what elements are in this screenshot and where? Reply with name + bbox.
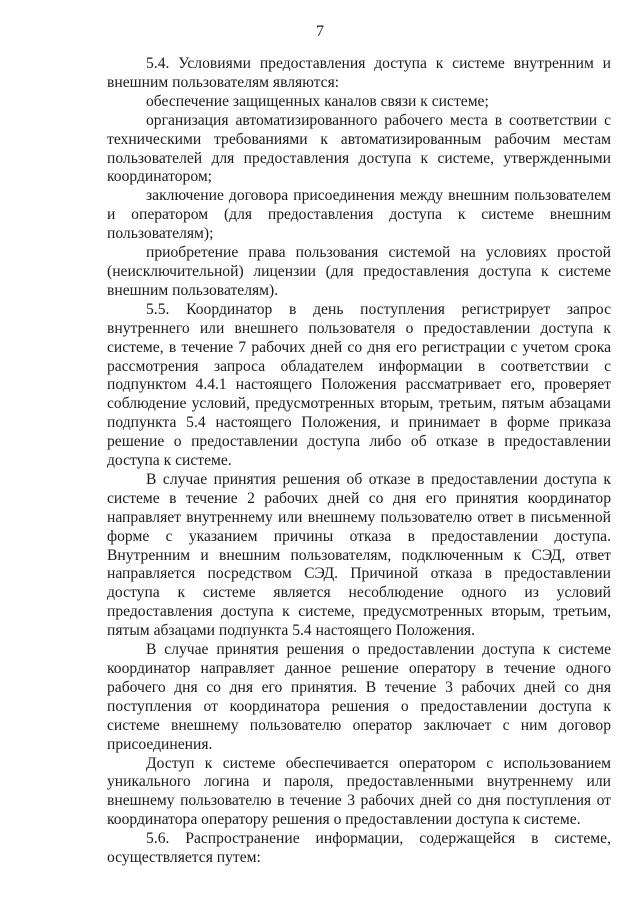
document-body [107,55,611,868]
page-number: 7 [316,23,324,40]
paragraph-approval: В случае принятия решения о предоставлении доступа к системе координатор направляет данное решение оператору в течение одного рабочего дня со дня его принятия. В течение 3 рабочих дней со дня поступления от координатора решения о предоставлении доступа к системе внешнему пользователю оператор заключает с ним договор присоединения. [107,641,611,753]
paragraph-access-credentials: Доступ к системе обеспечивается оператором с использованием уникального логина и пароля, предоставленными внутреннему или внешнему пользователю в течение 3 рабочих дней со дня поступления от координатора оператору решения о предоставлении доступа к системе. [107,754,611,829]
list-item-contract: заключение договора присоединения между внешним пользователем и оператором (для предоставления доступа к системе внешним пользователям); [107,187,611,243]
paragraph-5-5: 5.5. Координатор в день поступления регистрирует запрос внутреннего или внешнего пользователя о предоставлении доступа к системе, в течение 7 рабочих дней со дня его регистрации с учетом срока рассмотрения запроса обладателем информации в соответствии с подпунктом 4.4.1 настоящего Положения рассматривает его, проверяет соблюдение условий, предусмотренных вторым, третьим, пятым абзацами подпункта 5.4 настоящего Положения, и принимает в форме приказа решение о предоставлении доступа либо об отказе в предоставлении доступа к системе. [107,300,611,470]
paragraph-refusal: В случае принятия решения об отказе в предоставлении доступа к системе в течение 2 рабочих дней со дня его принятия координатор направляет внутреннему или внешнему пользователю ответ в письменной форме с указанием причины отказа в предоставлении доступа. Внутренним и внешним пользователям, подключенным к СЭД, ответ направляется посредством СЭД. Причиной отказа в предоставлении доступа к системе является несоблюдение одного из условий предоставления доступа к системе, предусмотренных вторым, третьим, пятым абзацами подпункта 5.4 настоящего Положения. [107,470,611,640]
paragraph-5-4: 5.4. Условиями предоставления доступа к системе внутренним и внешним пользователям являются: [107,55,611,91]
list-item-secure-channels: обеспечение защищенных каналов связи к системе; [146,92,489,110]
list-item-workstation: организация автоматизированного рабочего места в соответствии с техническими требованиями к автоматизированным рабочим местам пользователей для предоставления доступа к системе, утвержденными координатором; [107,111,611,186]
list-item-license: приобретение права пользования системой на условиях простой (неисключительной) лицензии (для предоставления доступа к системе внешним пользователям). [107,244,611,299]
paragraph-5-6: 5.6. Распространение информации, содержащейся в системе, осуществляется путем: [107,830,611,867]
